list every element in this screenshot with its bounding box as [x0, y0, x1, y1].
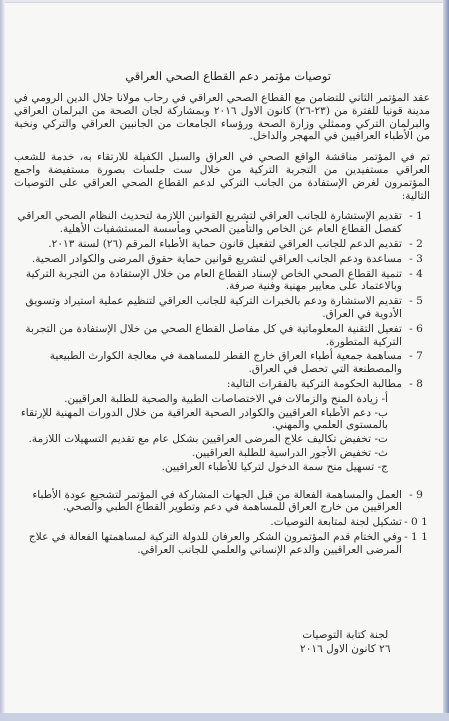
signature-date: ٢٦ كانون الاول ٢٠١٦: [300, 643, 391, 655]
recommendation-text: تقديم الدعم للجانب العراقي لتفعيل قانون حماية الأطباء المرقم (٢٦) لسنة ٢٠١٣.: [48, 237, 402, 250]
recommendation-text: تشكيل لجنة لمتابعة التوصيات.: [270, 516, 402, 529]
recommendation-text: تقديم الاستشارة ودعم بالخبرات التركية للجانب العراقي لتنظيم عملية استيراد وتسويق الأدوية في العراق.: [25, 295, 402, 320]
recommendation-number: 1 0 -: [404, 516, 428, 529]
recommendation-text: مساعدة ودعم الجانب العراقي لتشريع قوانين حماية حقوق المرضى والكوادر الصحية.: [31, 252, 402, 265]
recommendation-text: تقديم الإستشارة للجانب العراقي لتشريع القوانين اللازمة لتحديث النظام الصحي العراقي كفصل القطاع العام عن الخاص والتأمين الصحي ومأسسة المستشفيات الأهلية.: [17, 210, 402, 236]
sub-item: ت- تخفيض تكاليف علاج المرضى العراقيين بشكل عام مع تقديم التسهيلات اللازمة.: [28, 433, 388, 446]
recommendation-item: [14, 238, 430, 251]
recommendation-text: مساهمة جمعية أطباء العراق خارج القطر للمساهمة في معالجة الكوارث الطبيعية والمصطنعة التي تحصل في العراق.: [49, 350, 402, 376]
page-edge-right: [443, 0, 449, 721]
sub-item: ب- دعم الأطباء العراقيين والكوادر الصحية العراقية من خلال الدورات المهنية للإرتقاء بالمستوى العلمي والمهني.: [20, 406, 388, 432]
recommendation-item: [14, 295, 430, 321]
recommendation-item: [14, 378, 430, 391]
recommendation-item: [14, 253, 430, 266]
recommendation-item: [14, 516, 430, 529]
recommendation-number: 5 -: [409, 295, 423, 308]
recommendation-item: [14, 350, 430, 376]
recommendation-text: مطالبة الحكومة التركية بالفقرات التالية:: [226, 377, 402, 390]
discussion-paragraph: تم في المؤتمر مناقشة الواقع الصحي في العراق والسبل الكفيلة للارتقاء به، خدمة للشعب العراقي مستفيدين من التجربة التركية من خلال ست جلسات بصورة مستفيضة واجمع المؤتمرون لغرض الإستفادة من الجانب التركي لدعم القطاع الصحي العراقي على التوصيات التالية:: [14, 151, 430, 202]
intro-paragraph: عقد المؤتمر الثاني للتضامن مع القطاع الصحي العراقي في رحاب مولانا جلال الدين الرومي في مدينة قونيا للفترة من (٢٣-٢٦) كانون الاول ٢٠١٦ وبمشاركة لجان الصحة من البرلمان العراقي والبرلمان التركي وممثلي وزارة الصحة ورؤساء الجامعات من الجانبين العراقي والتركي ونخبة من الأطباء العراقيين في المهجر والداخل.: [14, 92, 431, 143]
recommendation-item: [14, 210, 430, 236]
recommendation-text: العمل والمساهمة الفعالة من قبل الجهات المشاركة في المؤتمر لتشجيع عودة الأطباء العراقيين من خارج العراق للمساهمة في دعم وتطوير القطاع الطبي والصحي.: [32, 488, 402, 514]
recommendation-item: [14, 323, 430, 349]
signature-block: [300, 628, 391, 656]
recommendation-number: 3 -: [409, 252, 423, 265]
committee-name: لجنة كتابة التوصيات: [302, 629, 389, 641]
sub-item: أ- زيادة المنح والزمالات في الاختصاصات الطبية والصحية للطلبة العراقيين.: [64, 392, 388, 405]
recommendation-text: تنمية القطاع الصحي الخاص لإسناد القطاع العام من خلال الإستفادة من التجربة التركية وبالاعتماد على معايير مهنية وفنية صرفة.: [25, 267, 402, 293]
document-body: [14, 62, 430, 559]
recommendation-number: 1 1 -: [404, 530, 428, 543]
recommendation-item: [14, 489, 430, 515]
spacer: [14, 475, 430, 489]
recommendation-number: 7 -: [409, 350, 423, 363]
sub-items-list: [14, 393, 430, 474]
page-edge-left: [0, 0, 5, 721]
recommendations-list: [14, 210, 430, 556]
recommendation-text: وفي الختام قدم المؤتمرون الشكر والعرفان للدولة التركية لمساهمتها الفعالة في علاج المرضى العراقيين والدعم الإنساني والعلمي للجانب العراقي.: [28, 530, 402, 556]
recommendation-number: 6 -: [409, 322, 423, 335]
recommendation-item: [14, 268, 430, 294]
page-edge-bottom: [0, 713, 449, 721]
recommendation-number: 9 -: [409, 488, 423, 501]
recommendation-number: 8 -: [409, 377, 423, 390]
recommendation-number: 1 -: [409, 210, 423, 223]
sub-item: ج- تسهيل منح سمة الدخول لتركيا للأطباء العراقيين.: [161, 460, 388, 473]
recommendation-number: 2 -: [409, 237, 423, 250]
recommendation-number: 4 -: [409, 267, 423, 280]
recommendation-item: [14, 531, 430, 557]
document-title: توصيات مؤتمر دعم القطاع الصحي العراقي: [125, 69, 331, 83]
sub-item: ث- تخفيض الأجور الدراسية للطلبة العراقيين.: [191, 446, 388, 459]
recommendation-text: تفعيل التقنية المعلوماتية في كل مفاصل القطاع الصحي من خلال الإستفادة من التجربة التركية المتطورة.: [25, 322, 402, 348]
